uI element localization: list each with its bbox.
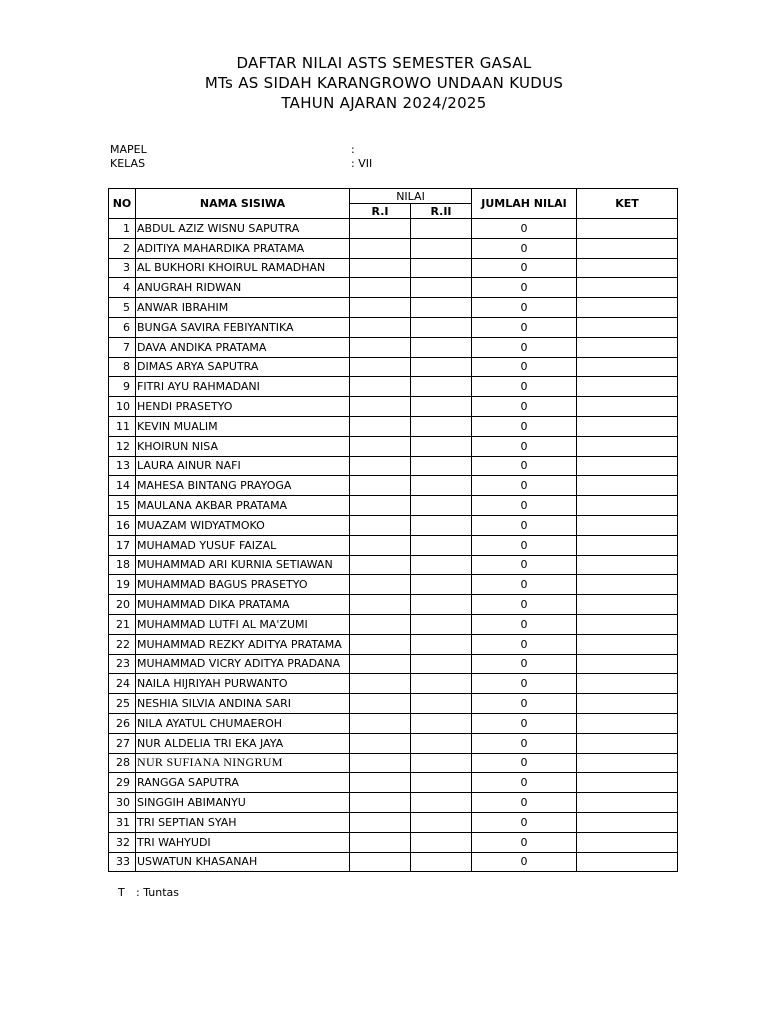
student-name: MUHAMAD YUSUF FAIZAL [136, 535, 350, 555]
student-name: BUNGA SAVIRA FEBIYANTIKA [136, 317, 350, 337]
header-ket: KET [577, 189, 678, 219]
score-r2-cell [411, 773, 472, 793]
total-score: 0 [472, 317, 577, 337]
mapel-label: MAPEL [110, 143, 147, 156]
score-r1-cell [350, 397, 411, 417]
score-r1-cell [350, 595, 411, 615]
student-name: ABDUL AZIZ WISNU SAPUTRA [136, 219, 350, 239]
score-r2-cell [411, 278, 472, 298]
score-r2-cell [411, 476, 472, 496]
total-score: 0 [472, 595, 577, 615]
remark-cell [577, 654, 678, 674]
score-r1-cell [350, 377, 411, 397]
row-number: 17 [109, 535, 136, 555]
total-score: 0 [472, 694, 577, 714]
score-r1-cell [350, 436, 411, 456]
remark-cell [577, 238, 678, 258]
student-name: NAILA HIJRIYAH PURWANTO [136, 674, 350, 694]
score-r1-cell [350, 298, 411, 318]
remark-cell [577, 793, 678, 813]
remark-cell [577, 634, 678, 654]
student-name: ANUGRAH RIDWAN [136, 278, 350, 298]
score-r2-cell [411, 575, 472, 595]
table-row [109, 753, 678, 773]
remark-cell [577, 258, 678, 278]
total-score: 0 [472, 614, 577, 634]
row-number: 9 [109, 377, 136, 397]
student-name: NILA AYATUL CHUMAEROH [136, 713, 350, 733]
remark-cell [577, 773, 678, 793]
total-score: 0 [472, 298, 577, 318]
remark-cell [577, 733, 678, 753]
header-jumlah: JUMLAH NILAI [472, 189, 577, 219]
table-row [109, 575, 678, 595]
row-number: 24 [109, 674, 136, 694]
total-score: 0 [472, 357, 577, 377]
table-row [109, 219, 678, 239]
total-score: 0 [472, 793, 577, 813]
score-r2-cell [411, 555, 472, 575]
row-number: 25 [109, 694, 136, 714]
score-r1-cell [350, 793, 411, 813]
student-name: HENDI PRASETYO [136, 397, 350, 417]
table-row [109, 694, 678, 714]
table-row [109, 238, 678, 258]
student-name: MAULANA AKBAR PRATAMA [136, 496, 350, 516]
score-r1-cell [350, 535, 411, 555]
score-r2-cell [411, 614, 472, 634]
remark-cell [577, 595, 678, 615]
total-score: 0 [472, 535, 577, 555]
student-name: FITRI AYU RAHMADANI [136, 377, 350, 397]
row-number: 12 [109, 436, 136, 456]
total-score: 0 [472, 496, 577, 516]
score-r2-cell [411, 812, 472, 832]
table-row [109, 496, 678, 516]
remark-cell [577, 337, 678, 357]
row-number: 21 [109, 614, 136, 634]
row-number: 6 [109, 317, 136, 337]
score-r1-cell [350, 733, 411, 753]
table-row [109, 476, 678, 496]
table-row [109, 357, 678, 377]
remark-cell [577, 476, 678, 496]
score-r2-cell [411, 634, 472, 654]
score-r1-cell [350, 337, 411, 357]
score-r2-cell [411, 595, 472, 615]
score-r2-cell [411, 238, 472, 258]
table-row [109, 852, 678, 872]
mapel-value: : [351, 143, 355, 156]
score-r2-cell [411, 832, 472, 852]
student-name: ANWAR IBRAHIM [136, 298, 350, 318]
table-row [109, 298, 678, 318]
row-number: 3 [109, 258, 136, 278]
row-number: 18 [109, 555, 136, 575]
total-score: 0 [472, 812, 577, 832]
score-r1-cell [350, 654, 411, 674]
remark-cell [577, 416, 678, 436]
student-name: LAURA AINUR NAFI [136, 456, 350, 476]
table-row [109, 713, 678, 733]
row-number: 28 [109, 753, 136, 773]
score-r2-cell [411, 674, 472, 694]
table-row [109, 515, 678, 535]
score-r2-cell [411, 733, 472, 753]
score-r2-cell [411, 357, 472, 377]
student-name: DIMAS ARYA SAPUTRA [136, 357, 350, 377]
remark-cell [577, 713, 678, 733]
row-number: 4 [109, 278, 136, 298]
score-r1-cell [350, 456, 411, 476]
remark-cell [577, 614, 678, 634]
remark-cell [577, 832, 678, 852]
student-name: NUR SUFIANA NINGRUM [136, 753, 350, 773]
row-number: 16 [109, 515, 136, 535]
total-score: 0 [472, 515, 577, 535]
remark-cell [577, 377, 678, 397]
total-score: 0 [472, 634, 577, 654]
header-r1: R.I [350, 204, 411, 219]
table-row [109, 377, 678, 397]
row-number: 8 [109, 357, 136, 377]
kelas-label: KELAS [110, 157, 146, 170]
row-number: 1 [109, 219, 136, 239]
table-row [109, 337, 678, 357]
row-number: 20 [109, 595, 136, 615]
row-number: 31 [109, 812, 136, 832]
table-row [109, 773, 678, 793]
legend-symbol: T [118, 886, 125, 899]
academic-year: TAHUN AJARAN 2024/2025 [281, 94, 487, 112]
student-name: SINGGIH ABIMANYU [136, 793, 350, 813]
remark-cell [577, 674, 678, 694]
score-r1-cell [350, 852, 411, 872]
total-score: 0 [472, 416, 577, 436]
score-r1-cell [350, 258, 411, 278]
total-score: 0 [472, 852, 577, 872]
remark-cell [577, 298, 678, 318]
student-name: DAVA ANDIKA PRATAMA [136, 337, 350, 357]
total-score: 0 [472, 278, 577, 298]
table-row [109, 456, 678, 476]
total-score: 0 [472, 555, 577, 575]
score-r2-cell [411, 496, 472, 516]
student-name: MUHAMMAD ARI KURNIA SETIAWAN [136, 555, 350, 575]
total-score: 0 [472, 733, 577, 753]
score-r2-cell [411, 654, 472, 674]
table-row [109, 436, 678, 456]
score-r2-cell [411, 515, 472, 535]
score-r2-cell [411, 535, 472, 555]
table-row [109, 397, 678, 417]
row-number: 33 [109, 852, 136, 872]
total-score: 0 [472, 575, 577, 595]
row-number: 32 [109, 832, 136, 852]
score-r2-cell [411, 219, 472, 239]
total-score: 0 [472, 238, 577, 258]
score-r1-cell [350, 575, 411, 595]
row-number: 30 [109, 793, 136, 813]
table-row [109, 793, 678, 813]
score-r2-cell [411, 753, 472, 773]
remark-cell [577, 496, 678, 516]
score-r1-cell [350, 753, 411, 773]
remark-cell [577, 694, 678, 714]
total-score: 0 [472, 476, 577, 496]
score-r2-cell [411, 397, 472, 417]
table-row [109, 614, 678, 634]
score-r1-cell [350, 357, 411, 377]
table-row [109, 674, 678, 694]
row-number: 11 [109, 416, 136, 436]
total-score: 0 [472, 377, 577, 397]
remark-cell [577, 278, 678, 298]
table-row [109, 555, 678, 575]
row-number: 13 [109, 456, 136, 476]
row-number: 7 [109, 337, 136, 357]
remark-cell [577, 357, 678, 377]
remark-cell [577, 515, 678, 535]
student-name: KEVIN MUALIM [136, 416, 350, 436]
score-r1-cell [350, 773, 411, 793]
total-score: 0 [472, 397, 577, 417]
student-name: RANGGA SAPUTRA [136, 773, 350, 793]
remark-cell [577, 436, 678, 456]
remark-cell [577, 575, 678, 595]
student-name: MAHESA BINTANG PRAYOGA [136, 476, 350, 496]
total-score: 0 [472, 219, 577, 239]
remark-cell [577, 456, 678, 476]
score-r1-cell [350, 614, 411, 634]
student-name: TRI SEPTIAN SYAH [136, 812, 350, 832]
score-r2-cell [411, 694, 472, 714]
total-score: 0 [472, 456, 577, 476]
score-r2-cell [411, 852, 472, 872]
student-name: MUHAMMAD BAGUS PRASETYO [136, 575, 350, 595]
row-number: 22 [109, 634, 136, 654]
score-r1-cell [350, 674, 411, 694]
header-nilai: NILAI [350, 189, 472, 204]
table-row [109, 258, 678, 278]
table-row [109, 278, 678, 298]
score-r2-cell [411, 317, 472, 337]
remark-cell [577, 812, 678, 832]
score-r1-cell [350, 832, 411, 852]
score-r1-cell [350, 476, 411, 496]
score-r2-cell [411, 793, 472, 813]
school-name: MTs AS SIDAH KARANGROWO UNDAAN KUDUS [204, 74, 564, 92]
total-score: 0 [472, 436, 577, 456]
remark-cell [577, 555, 678, 575]
student-name: MUHAMMAD DIKA PRATAMA [136, 595, 350, 615]
table-row [109, 634, 678, 654]
score-r2-cell [411, 456, 472, 476]
grades-table [108, 188, 678, 872]
row-number: 14 [109, 476, 136, 496]
total-score: 0 [472, 674, 577, 694]
row-number: 27 [109, 733, 136, 753]
score-r1-cell [350, 416, 411, 436]
total-score: 0 [472, 258, 577, 278]
row-number: 29 [109, 773, 136, 793]
score-r1-cell [350, 317, 411, 337]
total-score: 0 [472, 654, 577, 674]
student-name: ADITIYA MAHARDIKA PRATAMA [136, 238, 350, 258]
total-score: 0 [472, 713, 577, 733]
score-r2-cell [411, 436, 472, 456]
table-row [109, 595, 678, 615]
header-r2: R.II [411, 204, 472, 219]
student-name: TRI WAHYUDI [136, 832, 350, 852]
row-number: 10 [109, 397, 136, 417]
total-score: 0 [472, 773, 577, 793]
score-r2-cell [411, 713, 472, 733]
remark-cell [577, 317, 678, 337]
table-row [109, 416, 678, 436]
student-name: MUHAMMAD LUTFI AL MA'ZUMI [136, 614, 350, 634]
table-row [109, 317, 678, 337]
remark-cell [577, 753, 678, 773]
score-r1-cell [350, 713, 411, 733]
score-r2-cell [411, 258, 472, 278]
student-name: MUHAMMAD REZKY ADITYA PRATAMA [136, 634, 350, 654]
table-row [109, 832, 678, 852]
row-number: 19 [109, 575, 136, 595]
table-row [109, 535, 678, 555]
score-r1-cell [350, 634, 411, 654]
row-number: 26 [109, 713, 136, 733]
legend-text: : Tuntas [136, 886, 179, 899]
row-number: 23 [109, 654, 136, 674]
student-name: NESHIA SILVIA ANDINA SARI [136, 694, 350, 714]
table-row [109, 812, 678, 832]
document-title: DAFTAR NILAI ASTS SEMESTER GASAL [236, 54, 532, 72]
score-r2-cell [411, 416, 472, 436]
score-r1-cell [350, 238, 411, 258]
student-name: NUR ALDELIA TRI EKA JAYA [136, 733, 350, 753]
remark-cell [577, 219, 678, 239]
score-r1-cell [350, 278, 411, 298]
score-r1-cell [350, 496, 411, 516]
total-score: 0 [472, 753, 577, 773]
student-name: AL BUKHORI KHOIRUL RAMADHAN [136, 258, 350, 278]
score-r2-cell [411, 298, 472, 318]
table-row [109, 733, 678, 753]
remark-cell [577, 852, 678, 872]
score-r1-cell [350, 812, 411, 832]
total-score: 0 [472, 832, 577, 852]
score-r1-cell [350, 694, 411, 714]
row-number: 15 [109, 496, 136, 516]
header-no: NO [109, 189, 136, 219]
row-number: 5 [109, 298, 136, 318]
header-nama: NAMA SISIWA [136, 189, 350, 219]
total-score: 0 [472, 337, 577, 357]
score-r1-cell [350, 515, 411, 535]
table-row [109, 654, 678, 674]
row-number: 2 [109, 238, 136, 258]
student-name: MUHAMMAD VICRY ADITYA PRADANA [136, 654, 350, 674]
score-r2-cell [411, 377, 472, 397]
kelas-value: : VII [351, 157, 373, 170]
score-r1-cell [350, 555, 411, 575]
student-name: MUAZAM WIDYATMOKO [136, 515, 350, 535]
student-name: KHOIRUN NISA [136, 436, 350, 456]
score-r1-cell [350, 219, 411, 239]
student-name: USWATUN KHASANAH [136, 852, 350, 872]
remark-cell [577, 535, 678, 555]
score-r2-cell [411, 337, 472, 357]
remark-cell [577, 397, 678, 417]
